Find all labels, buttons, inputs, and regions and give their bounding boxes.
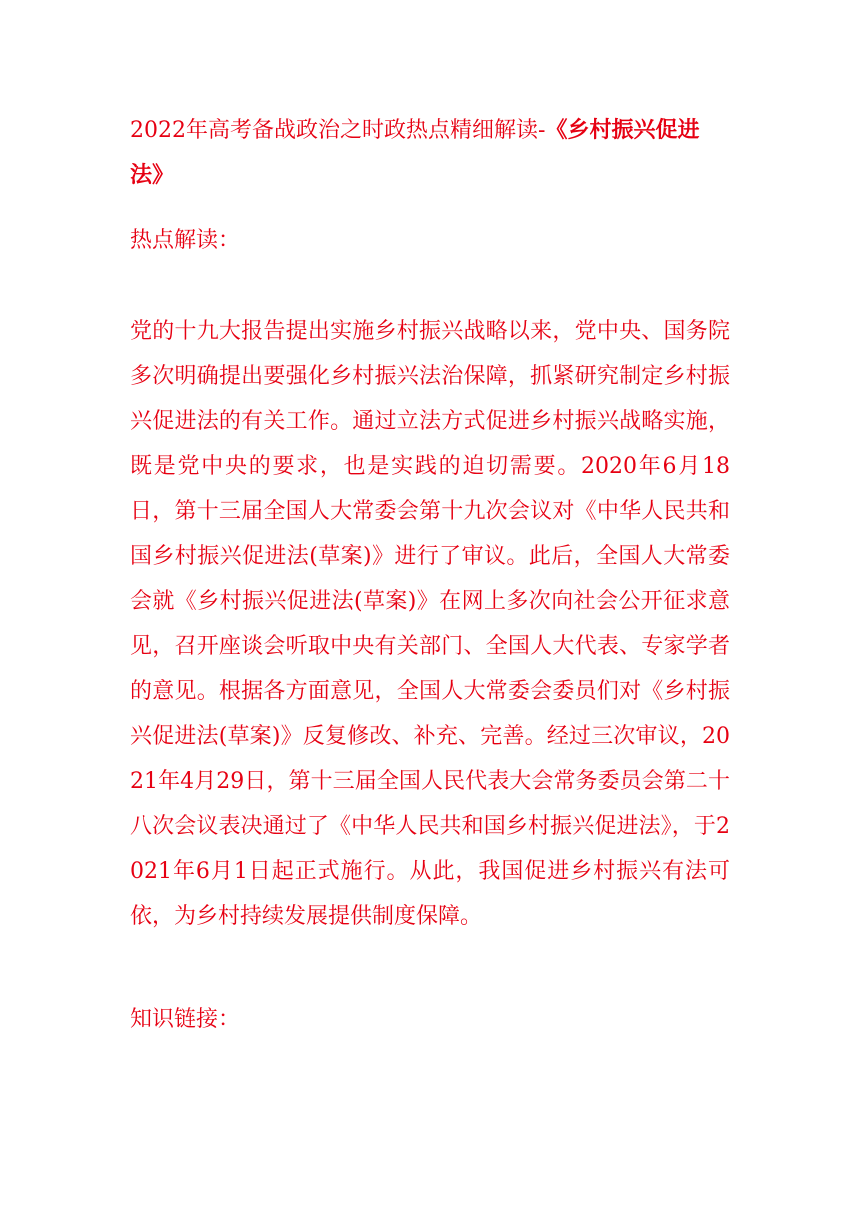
title-bold-text: 《乡村振兴促进法》	[130, 117, 700, 188]
section-heading-knowledge-link: 知识链接：	[130, 1007, 241, 1032]
title-regular-text: 2022年高考备战政治之时政热点精细解读-	[130, 118, 546, 143]
document-content	[130, 108, 730, 1042]
section-heading-hot-topic: 热点解读：	[130, 228, 241, 253]
document-title	[130, 108, 730, 198]
body-paragraph: 党的十九大报告提出实施乡村振兴战略以来，党中央、国务院多次明确提出要强化乡村振兴法治保障，抓紧研究制定乡村振兴促进法的有关工作。通过立法方式促进乡村振兴战略实施，既是党中央的要求，也是实践的迫切需要。2020年6月18日，第十三届全国人大常委会第十九次会议对《中华人民共和国乡村振兴促进法(草案)》进行了审议。此后，全国人大常委会就《乡村振兴促进法(草案)》在网上多次向社会公开征求意见，召开座谈会听取中央有关部门、全国人大代表、专家学者的意见。根据各方面意见，全国人大常委会委员们对《乡村振兴促进法(草案)》反复修改、补充、完善。经过三次审议，2021年4月29日，第十三届全国人民代表大会常务委员会第二十八次会议表决通过了《中华人民共和国乡村振兴促进法》，于2021年6月1日起正式施行。从此，我国促进乡村振兴有法可依，为乡村持续发展提供制度保障。	[130, 319, 730, 929]
